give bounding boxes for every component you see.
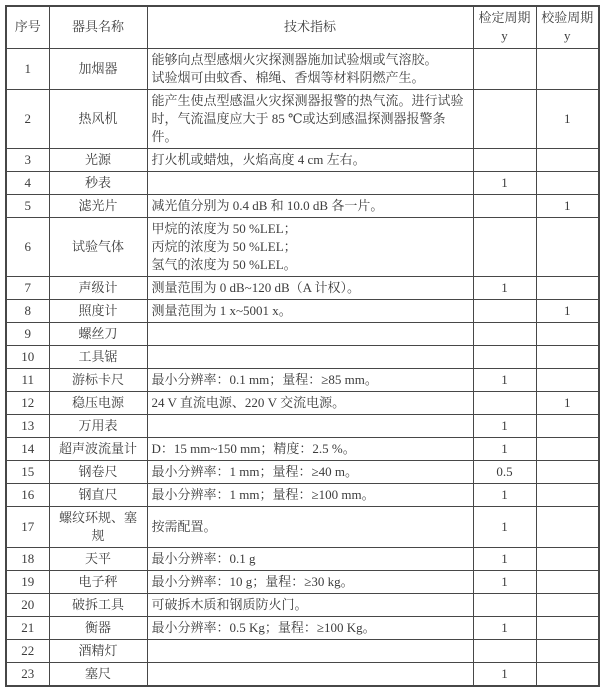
row-number-cell: 11	[6, 368, 49, 391]
tech-spec-cell	[147, 547, 473, 570]
table-body	[6, 48, 599, 686]
row-number-cell: 4	[6, 171, 49, 194]
tech-spec-cell	[147, 639, 473, 662]
row-number-cell: 22	[6, 639, 49, 662]
tech-spec-line: 打火机或蜡烛，火焰高度 4 cm 左右。	[151, 151, 366, 167]
verification-period-cell	[473, 639, 536, 662]
tech-spec-cell	[147, 593, 473, 616]
row-number-cell: 14	[6, 437, 49, 460]
calibration-period-cell	[536, 437, 599, 460]
instrument-name-cell: 酒精灯	[49, 639, 147, 662]
col-header-verification-label: 检定周期	[478, 10, 531, 26]
tech-spec-cell	[147, 662, 473, 686]
tech-spec-cell	[147, 48, 473, 89]
calibration-period-cell: 1	[536, 89, 599, 148]
calibration-period-cell: 1	[536, 299, 599, 322]
verification-period-cell	[473, 194, 536, 217]
verification-period-cell: 1	[473, 414, 536, 437]
tech-spec-cell	[147, 217, 473, 276]
instrument-name-cell: 加烟器	[49, 48, 147, 89]
calibration-period-cell	[536, 662, 599, 686]
row-number-cell: 8	[6, 299, 49, 322]
row-number-cell: 2	[6, 89, 49, 148]
instrument-name-cell: 光源	[49, 148, 147, 171]
tech-spec-cell	[147, 322, 473, 345]
col-header-verification-period	[473, 6, 536, 48]
verification-period-cell	[473, 593, 536, 616]
calibration-period-cell	[536, 322, 599, 345]
instrument-name-cell: 钢卷尺	[49, 460, 147, 483]
verification-period-cell: 1	[473, 547, 536, 570]
verification-period-cell: 1	[473, 483, 536, 506]
table-row	[6, 639, 599, 662]
col-header-no: 序号	[6, 6, 49, 48]
table-row	[6, 547, 599, 570]
verification-period-cell: 1	[473, 171, 536, 194]
tech-spec-line: 能够向点型感烟火灾探测器施加试验烟或气溶胶。	[151, 51, 438, 67]
tech-spec-line: 最小分辨率：10 g；量程：≥30 kg。	[151, 573, 354, 589]
tech-spec-line: 按需配置。	[151, 518, 217, 534]
instrument-name-cell: 照度计	[49, 299, 147, 322]
calibration-period-cell: 1	[536, 194, 599, 217]
calibration-period-cell	[536, 593, 599, 616]
verification-period-cell	[473, 299, 536, 322]
row-number-cell: 6	[6, 217, 49, 276]
row-number-cell: 15	[6, 460, 49, 483]
col-header-verification-unit: y	[501, 28, 508, 44]
tech-spec-line: 测量范围为 1 x~5001 x。	[151, 302, 292, 318]
row-number-cell: 13	[6, 414, 49, 437]
col-header-calibration-period	[536, 6, 599, 48]
row-number-cell: 18	[6, 547, 49, 570]
verification-period-cell: 1	[473, 616, 536, 639]
tech-spec-line: 最小分辨率：0.5 Kg；量程：≥100 Kg。	[151, 619, 376, 635]
verification-period-cell	[473, 217, 536, 276]
row-number-cell: 21	[6, 616, 49, 639]
instrument-name-cell: 稳压电源	[49, 391, 147, 414]
table-row	[6, 345, 599, 368]
col-header-calibration-label: 校验周期	[541, 10, 594, 26]
verification-period-cell: 1	[473, 570, 536, 593]
col-header-name: 器具名称	[49, 6, 147, 48]
calibration-period-cell	[536, 570, 599, 593]
instrument-name-cell: 滤光片	[49, 194, 147, 217]
row-number-cell: 19	[6, 570, 49, 593]
table-row	[6, 483, 599, 506]
calibration-period-cell	[536, 483, 599, 506]
instrument-name-cell: 热风机	[49, 89, 147, 148]
verification-period-cell: 1	[473, 437, 536, 460]
tech-spec-cell	[147, 414, 473, 437]
row-number-cell: 7	[6, 276, 49, 299]
tech-spec-line: 氢气的浓度为 50 %LEL。	[151, 256, 297, 272]
verification-period-cell	[473, 89, 536, 148]
tech-spec-cell	[147, 506, 473, 547]
tech-spec-line: 甲烷的浓度为 50 %LEL；	[151, 220, 297, 236]
row-number-cell: 9	[6, 322, 49, 345]
table-row	[6, 460, 599, 483]
instrument-name-cell: 电子秤	[49, 570, 147, 593]
tech-spec-cell	[147, 148, 473, 171]
instrument-name-cell: 万用表	[49, 414, 147, 437]
tech-spec-line: 最小分辨率：0.1 mm；量程：≥85 mm。	[151, 371, 378, 387]
calibration-period-cell	[536, 639, 599, 662]
table-row	[6, 506, 599, 547]
table-row	[6, 414, 599, 437]
tech-spec-line: 试验烟可由蚊香、棉绳、香烟等材料阴燃产生。	[151, 69, 425, 85]
table-row	[6, 593, 599, 616]
calibration-period-cell	[536, 368, 599, 391]
calibration-period-cell	[536, 276, 599, 299]
table-row	[6, 662, 599, 686]
instrument-name-cell: 试验气体	[49, 217, 147, 276]
row-number-cell: 5	[6, 194, 49, 217]
table-row	[6, 89, 599, 148]
tech-spec-line: 减光值分别为 0.4 dB 和 10.0 dB 各一片。	[151, 197, 384, 213]
verification-period-cell: 1	[473, 506, 536, 547]
tech-spec-cell	[147, 194, 473, 217]
tech-spec-cell	[147, 570, 473, 593]
tech-spec-cell	[147, 345, 473, 368]
col-header-calibration-unit: y	[564, 28, 571, 44]
table-row	[6, 194, 599, 217]
instrument-name-cell: 游标卡尺	[49, 368, 147, 391]
row-number-cell: 10	[6, 345, 49, 368]
table-header-row	[6, 6, 599, 48]
tech-spec-cell	[147, 171, 473, 194]
verification-period-cell: 0.5	[473, 460, 536, 483]
row-number-cell: 16	[6, 483, 49, 506]
instrument-name-cell: 螺丝刀	[49, 322, 147, 345]
table-row	[6, 322, 599, 345]
tech-spec-line: 最小分辨率：0.1 g	[151, 550, 256, 566]
tech-spec-cell	[147, 437, 473, 460]
instrument-name-cell: 塞尺	[49, 662, 147, 686]
verification-period-cell	[473, 48, 536, 89]
table-row	[6, 48, 599, 89]
table-row	[6, 299, 599, 322]
col-header-spec: 技术指标	[147, 6, 473, 48]
instrument-table	[5, 5, 600, 687]
calibration-period-cell	[536, 414, 599, 437]
tech-spec-cell	[147, 368, 473, 391]
verification-period-cell: 1	[473, 368, 536, 391]
row-number-cell: 23	[6, 662, 49, 686]
row-number-cell: 3	[6, 148, 49, 171]
table-row	[6, 171, 599, 194]
tech-spec-line: 丙烷的浓度为 50 %LEL；	[151, 238, 297, 254]
calibration-period-cell	[536, 547, 599, 570]
tech-spec-line: 24 V 直流电源、220 V 交流电源。	[151, 394, 346, 410]
table-row	[6, 148, 599, 171]
verification-period-cell	[473, 345, 536, 368]
calibration-period-cell	[536, 345, 599, 368]
tech-spec-cell	[147, 276, 473, 299]
instrument-name-cell: 螺纹环规、塞规	[49, 506, 147, 547]
table-row	[6, 570, 599, 593]
table-row	[6, 276, 599, 299]
calibration-period-cell: 1	[536, 391, 599, 414]
verification-period-cell: 1	[473, 662, 536, 686]
calibration-period-cell	[536, 460, 599, 483]
calibration-period-cell	[536, 616, 599, 639]
tech-spec-line: 最小分辨率：1 mm；量程：≥100 mm。	[151, 486, 375, 502]
instrument-name-cell: 超声波流量计	[49, 437, 147, 460]
tech-spec-cell	[147, 616, 473, 639]
tech-spec-cell	[147, 483, 473, 506]
verification-period-cell: 1	[473, 276, 536, 299]
instrument-name-cell: 破拆工具	[49, 593, 147, 616]
calibration-period-cell	[536, 171, 599, 194]
row-number-cell: 17	[6, 506, 49, 547]
instrument-name-cell: 天平	[49, 547, 147, 570]
table-row	[6, 437, 599, 460]
table-row	[6, 368, 599, 391]
verification-period-cell	[473, 322, 536, 345]
instrument-name-cell: 钢直尺	[49, 483, 147, 506]
table-row	[6, 616, 599, 639]
verification-period-cell	[473, 391, 536, 414]
instrument-name-cell: 工具锯	[49, 345, 147, 368]
calibration-period-cell	[536, 148, 599, 171]
row-number-cell: 1	[6, 48, 49, 89]
table-row	[6, 391, 599, 414]
instrument-name-cell: 秒表	[49, 171, 147, 194]
tech-spec-cell	[147, 460, 473, 483]
tech-spec-line: 测量范围为 0 dB~120 dB（A 计权）。	[151, 279, 361, 295]
tech-spec-cell	[147, 89, 473, 148]
tech-spec-cell	[147, 299, 473, 322]
row-number-cell: 20	[6, 593, 49, 616]
calibration-period-cell	[536, 217, 599, 276]
table-row	[6, 217, 599, 276]
calibration-period-cell	[536, 506, 599, 547]
row-number-cell: 12	[6, 391, 49, 414]
verification-period-cell	[473, 148, 536, 171]
tech-spec-cell	[147, 391, 473, 414]
calibration-period-cell	[536, 48, 599, 89]
tech-spec-line: 最小分辨率：1 mm；量程：≥40 m。	[151, 463, 358, 479]
tech-spec-line: 能产生使点型感温火灾探测器报警的热气流。进行试验时，气流温度应大于 85 ℃或达到感温探测器报警条件。	[151, 92, 464, 144]
tech-spec-line: 可破拆木质和钢质防火门。	[151, 596, 308, 612]
tech-spec-line: D：15 mm~150 mm；精度：2.5 %。	[151, 440, 356, 456]
instrument-name-cell: 声级计	[49, 276, 147, 299]
instrument-name-cell: 衡器	[49, 616, 147, 639]
